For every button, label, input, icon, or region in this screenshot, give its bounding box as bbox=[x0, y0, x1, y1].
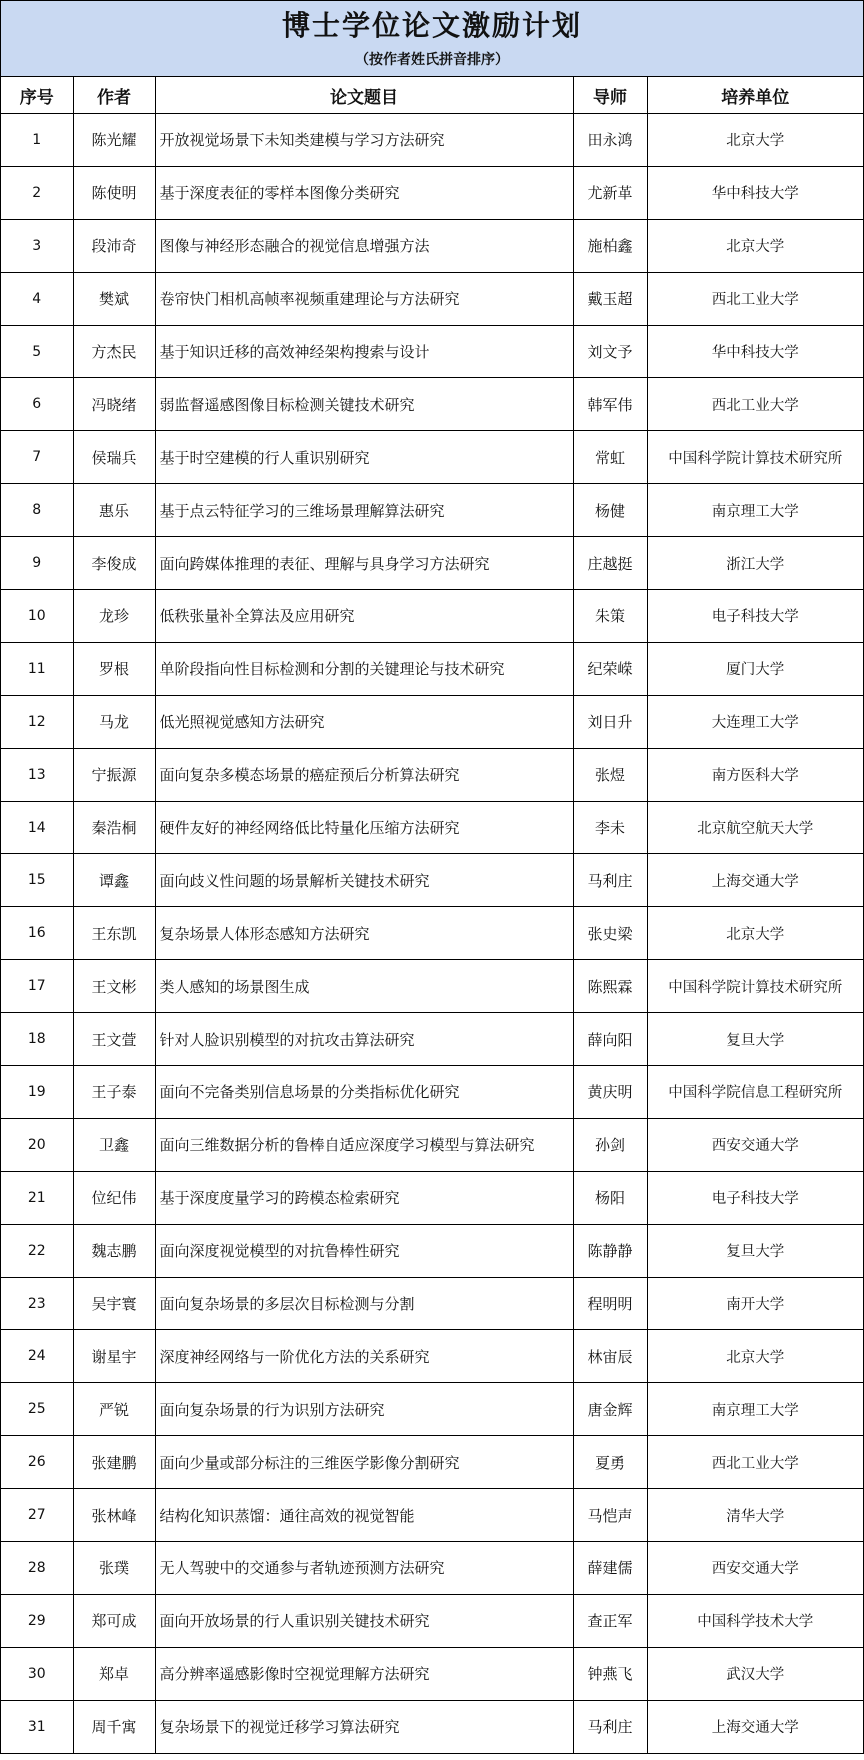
table-row bbox=[1, 1118, 863, 1171]
row-unit: 西北工业大学 bbox=[647, 1436, 863, 1489]
table-row bbox=[1, 695, 863, 748]
row-author: 谭鑫 bbox=[73, 854, 155, 907]
row-author: 李俊成 bbox=[73, 537, 155, 590]
row-unit: 南开大学 bbox=[647, 1277, 863, 1330]
row-thesis-title: 无人驾驶中的交通参与者轨迹预测方法研究 bbox=[155, 1542, 573, 1595]
row-advisor: 戴玉超 bbox=[573, 272, 647, 325]
row-seq: 21 bbox=[1, 1171, 73, 1224]
table-row bbox=[1, 219, 863, 272]
table-row bbox=[1, 1594, 863, 1647]
row-advisor: 刘文予 bbox=[573, 325, 647, 378]
row-thesis-title: 面向歧义性问题的场景解析关键技术研究 bbox=[155, 854, 573, 907]
row-author: 谢星宇 bbox=[73, 1330, 155, 1383]
row-seq: 29 bbox=[1, 1594, 73, 1647]
table-row bbox=[1, 1171, 863, 1224]
row-advisor: 薛建儒 bbox=[573, 1542, 647, 1595]
row-seq: 6 bbox=[1, 378, 73, 431]
row-seq: 25 bbox=[1, 1383, 73, 1436]
row-thesis-title: 面向复杂多模态场景的癌症预后分析算法研究 bbox=[155, 748, 573, 801]
table-row bbox=[1, 537, 863, 590]
table-row bbox=[1, 1383, 863, 1436]
row-thesis-title: 低秩张量补全算法及应用研究 bbox=[155, 590, 573, 643]
row-author: 陈使明 bbox=[73, 166, 155, 219]
row-seq: 28 bbox=[1, 1542, 73, 1595]
row-thesis-title: 基于点云特征学习的三维场景理解算法研究 bbox=[155, 484, 573, 537]
row-author: 罗根 bbox=[73, 642, 155, 695]
row-thesis-title: 面向复杂场景的行为识别方法研究 bbox=[155, 1383, 573, 1436]
row-advisor: 薛向阳 bbox=[573, 1013, 647, 1066]
row-thesis-title: 开放视觉场景下未知类建模与学习方法研究 bbox=[155, 114, 573, 167]
row-advisor: 唐金辉 bbox=[573, 1383, 647, 1436]
table-row bbox=[1, 1647, 863, 1700]
row-unit: 中国科学院计算技术研究所 bbox=[647, 960, 863, 1013]
row-thesis-title: 面向三维数据分析的鲁棒自适应深度学习模型与算法研究 bbox=[155, 1118, 573, 1171]
row-advisor: 李未 bbox=[573, 801, 647, 854]
table-body bbox=[1, 114, 863, 1754]
table-row bbox=[1, 272, 863, 325]
row-thesis-title: 类人感知的场景图生成 bbox=[155, 960, 573, 1013]
row-author: 宁振源 bbox=[73, 748, 155, 801]
table-row bbox=[1, 907, 863, 960]
row-unit: 南京理工大学 bbox=[647, 1383, 863, 1436]
row-seq: 10 bbox=[1, 590, 73, 643]
row-seq: 18 bbox=[1, 1013, 73, 1066]
table-row bbox=[1, 114, 863, 167]
row-unit: 西安交通大学 bbox=[647, 1542, 863, 1595]
row-thesis-title: 面向少量或部分标注的三维医学影像分割研究 bbox=[155, 1436, 573, 1489]
row-advisor: 庄越挺 bbox=[573, 537, 647, 590]
page-subtitle: （按作者姓氏拼音排序） bbox=[355, 52, 509, 68]
row-seq: 11 bbox=[1, 642, 73, 695]
row-unit: 西北工业大学 bbox=[647, 272, 863, 325]
header-seq: 序号 bbox=[1, 77, 73, 114]
row-advisor: 纪荣嵘 bbox=[573, 642, 647, 695]
row-unit: 电子科技大学 bbox=[647, 1171, 863, 1224]
row-seq: 16 bbox=[1, 907, 73, 960]
row-unit: 电子科技大学 bbox=[647, 590, 863, 643]
row-thesis-title: 基于深度度量学习的跨模态检索研究 bbox=[155, 1171, 573, 1224]
row-advisor: 张煜 bbox=[573, 748, 647, 801]
table-row bbox=[1, 642, 863, 695]
row-seq: 22 bbox=[1, 1224, 73, 1277]
table-row bbox=[1, 1436, 863, 1489]
row-seq: 31 bbox=[1, 1700, 73, 1753]
row-advisor: 施柏鑫 bbox=[573, 219, 647, 272]
row-author: 张建鹏 bbox=[73, 1436, 155, 1489]
row-seq: 2 bbox=[1, 166, 73, 219]
row-unit: 西北工业大学 bbox=[647, 378, 863, 431]
row-unit: 清华大学 bbox=[647, 1489, 863, 1542]
row-thesis-title: 深度神经网络与一阶优化方法的关系研究 bbox=[155, 1330, 573, 1383]
row-seq: 5 bbox=[1, 325, 73, 378]
row-thesis-title: 面向开放场景的行人重识别关键技术研究 bbox=[155, 1594, 573, 1647]
row-advisor: 朱策 bbox=[573, 590, 647, 643]
row-unit: 中国科学院计算技术研究所 bbox=[647, 431, 863, 484]
table-row bbox=[1, 748, 863, 801]
row-thesis-title: 基于时空建模的行人重识别研究 bbox=[155, 431, 573, 484]
row-thesis-title: 面向复杂场景的多层次目标检测与分割 bbox=[155, 1277, 573, 1330]
row-advisor: 杨健 bbox=[573, 484, 647, 537]
row-advisor: 夏勇 bbox=[573, 1436, 647, 1489]
row-unit: 华中科技大学 bbox=[647, 325, 863, 378]
row-advisor: 陈静静 bbox=[573, 1224, 647, 1277]
row-advisor: 陈熙霖 bbox=[573, 960, 647, 1013]
row-unit: 浙江大学 bbox=[647, 537, 863, 590]
row-author: 郑卓 bbox=[73, 1647, 155, 1700]
row-thesis-title: 硬件友好的神经网络低比特量化压缩方法研究 bbox=[155, 801, 573, 854]
row-author: 冯晓绪 bbox=[73, 378, 155, 431]
row-thesis-title: 单阶段指向性目标检测和分割的关键理论与技术研究 bbox=[155, 642, 573, 695]
table-row bbox=[1, 484, 863, 537]
row-advisor: 韩军伟 bbox=[573, 378, 647, 431]
table-row bbox=[1, 801, 863, 854]
row-advisor: 杨阳 bbox=[573, 1171, 647, 1224]
table-header-row bbox=[1, 77, 863, 114]
row-thesis-title: 弱监督遥感图像目标检测关键技术研究 bbox=[155, 378, 573, 431]
row-author: 陈光耀 bbox=[73, 114, 155, 167]
row-thesis-title: 面向不完备类别信息场景的分类指标优化研究 bbox=[155, 1066, 573, 1119]
header-thesis-title: 论文题目 bbox=[155, 77, 573, 114]
row-advisor: 刘日升 bbox=[573, 695, 647, 748]
row-seq: 19 bbox=[1, 1066, 73, 1119]
row-author: 王文彬 bbox=[73, 960, 155, 1013]
row-unit: 西安交通大学 bbox=[647, 1118, 863, 1171]
row-unit: 上海交通大学 bbox=[647, 1700, 863, 1753]
row-author: 魏志鹏 bbox=[73, 1224, 155, 1277]
row-thesis-title: 复杂场景下的视觉迁移学习算法研究 bbox=[155, 1700, 573, 1753]
table-row bbox=[1, 1489, 863, 1542]
row-author: 段沛奇 bbox=[73, 219, 155, 272]
row-author: 马龙 bbox=[73, 695, 155, 748]
title-block bbox=[1, 1, 863, 77]
row-seq: 9 bbox=[1, 537, 73, 590]
row-unit: 北京大学 bbox=[647, 907, 863, 960]
row-author: 张璞 bbox=[73, 1542, 155, 1595]
row-author: 吴宇寰 bbox=[73, 1277, 155, 1330]
table-row bbox=[1, 1700, 863, 1753]
row-thesis-title: 基于深度表征的零样本图像分类研究 bbox=[155, 166, 573, 219]
row-seq: 24 bbox=[1, 1330, 73, 1383]
table-row bbox=[1, 1277, 863, 1330]
row-seq: 27 bbox=[1, 1489, 73, 1542]
row-advisor: 查正军 bbox=[573, 1594, 647, 1647]
row-unit: 中国科学技术大学 bbox=[647, 1594, 863, 1647]
table-row bbox=[1, 1330, 863, 1383]
row-author: 卫鑫 bbox=[73, 1118, 155, 1171]
row-thesis-title: 面向深度视觉模型的对抗鲁棒性研究 bbox=[155, 1224, 573, 1277]
table-row bbox=[1, 325, 863, 378]
row-seq: 30 bbox=[1, 1647, 73, 1700]
row-author: 王子泰 bbox=[73, 1066, 155, 1119]
row-seq: 13 bbox=[1, 748, 73, 801]
row-advisor: 孙剑 bbox=[573, 1118, 647, 1171]
row-advisor: 钟燕飞 bbox=[573, 1647, 647, 1700]
row-seq: 17 bbox=[1, 960, 73, 1013]
row-unit: 复旦大学 bbox=[647, 1013, 863, 1066]
row-unit: 武汉大学 bbox=[647, 1647, 863, 1700]
row-advisor: 马利庄 bbox=[573, 854, 647, 907]
row-unit: 南京理工大学 bbox=[647, 484, 863, 537]
table-row bbox=[1, 590, 863, 643]
row-seq: 12 bbox=[1, 695, 73, 748]
row-author: 严锐 bbox=[73, 1383, 155, 1436]
row-seq: 4 bbox=[1, 272, 73, 325]
row-thesis-title: 基于知识迁移的高效神经架构搜索与设计 bbox=[155, 325, 573, 378]
table-row bbox=[1, 378, 863, 431]
header-advisor: 导师 bbox=[573, 77, 647, 114]
row-seq: 7 bbox=[1, 431, 73, 484]
row-thesis-title: 高分辨率遥感影像时空视觉理解方法研究 bbox=[155, 1647, 573, 1700]
row-advisor: 马利庄 bbox=[573, 1700, 647, 1753]
row-advisor: 林宙辰 bbox=[573, 1330, 647, 1383]
header-unit: 培养单位 bbox=[647, 77, 863, 114]
row-thesis-title: 低光照视觉感知方法研究 bbox=[155, 695, 573, 748]
row-advisor: 田永鸿 bbox=[573, 114, 647, 167]
row-advisor: 尤新革 bbox=[573, 166, 647, 219]
row-seq: 3 bbox=[1, 219, 73, 272]
row-author: 侯瑞兵 bbox=[73, 431, 155, 484]
table-row bbox=[1, 1224, 863, 1277]
award-table bbox=[1, 77, 863, 1754]
row-author: 周千寓 bbox=[73, 1700, 155, 1753]
row-seq: 8 bbox=[1, 484, 73, 537]
row-author: 龙珍 bbox=[73, 590, 155, 643]
row-seq: 26 bbox=[1, 1436, 73, 1489]
table-row bbox=[1, 960, 863, 1013]
header-author: 作者 bbox=[73, 77, 155, 114]
row-thesis-title: 针对人脸识别模型的对抗攻击算法研究 bbox=[155, 1013, 573, 1066]
page-title: 博士学位论文激励计划 bbox=[281, 9, 582, 42]
row-unit: 华中科技大学 bbox=[647, 166, 863, 219]
row-unit: 北京航空航天大学 bbox=[647, 801, 863, 854]
table-row bbox=[1, 854, 863, 907]
row-unit: 上海交通大学 bbox=[647, 854, 863, 907]
row-unit: 中国科学院信息工程研究所 bbox=[647, 1066, 863, 1119]
row-unit: 北京大学 bbox=[647, 1330, 863, 1383]
row-advisor: 程明明 bbox=[573, 1277, 647, 1330]
row-author: 郑可成 bbox=[73, 1594, 155, 1647]
row-thesis-title: 卷帘快门相机高帧率视频重建理论与方法研究 bbox=[155, 272, 573, 325]
row-author: 位纪伟 bbox=[73, 1171, 155, 1224]
row-thesis-title: 复杂场景人体形态感知方法研究 bbox=[155, 907, 573, 960]
row-seq: 1 bbox=[1, 114, 73, 167]
row-author: 张林峰 bbox=[73, 1489, 155, 1542]
row-thesis-title: 图像与神经形态融合的视觉信息增强方法 bbox=[155, 219, 573, 272]
row-seq: 15 bbox=[1, 854, 73, 907]
row-unit: 厦门大学 bbox=[647, 642, 863, 695]
row-seq: 20 bbox=[1, 1118, 73, 1171]
row-seq: 23 bbox=[1, 1277, 73, 1330]
row-author: 秦浩桐 bbox=[73, 801, 155, 854]
row-thesis-title: 结构化知识蒸馏：通往高效的视觉智能 bbox=[155, 1489, 573, 1542]
row-seq: 14 bbox=[1, 801, 73, 854]
row-author: 王东凯 bbox=[73, 907, 155, 960]
row-thesis-title: 面向跨媒体推理的表征、理解与具身学习方法研究 bbox=[155, 537, 573, 590]
table-row bbox=[1, 1013, 863, 1066]
table-row bbox=[1, 166, 863, 219]
row-author: 王文萱 bbox=[73, 1013, 155, 1066]
row-unit: 复旦大学 bbox=[647, 1224, 863, 1277]
row-author: 惠乐 bbox=[73, 484, 155, 537]
row-unit: 北京大学 bbox=[647, 219, 863, 272]
row-unit: 北京大学 bbox=[647, 114, 863, 167]
table-row bbox=[1, 1542, 863, 1595]
row-advisor: 黄庆明 bbox=[573, 1066, 647, 1119]
row-author: 方杰民 bbox=[73, 325, 155, 378]
row-advisor: 常虹 bbox=[573, 431, 647, 484]
row-advisor: 张史梁 bbox=[573, 907, 647, 960]
table-row bbox=[1, 1066, 863, 1119]
row-unit: 大连理工大学 bbox=[647, 695, 863, 748]
row-author: 樊斌 bbox=[73, 272, 155, 325]
row-unit: 南方医科大学 bbox=[647, 748, 863, 801]
table-row bbox=[1, 431, 863, 484]
row-advisor: 马恺声 bbox=[573, 1489, 647, 1542]
